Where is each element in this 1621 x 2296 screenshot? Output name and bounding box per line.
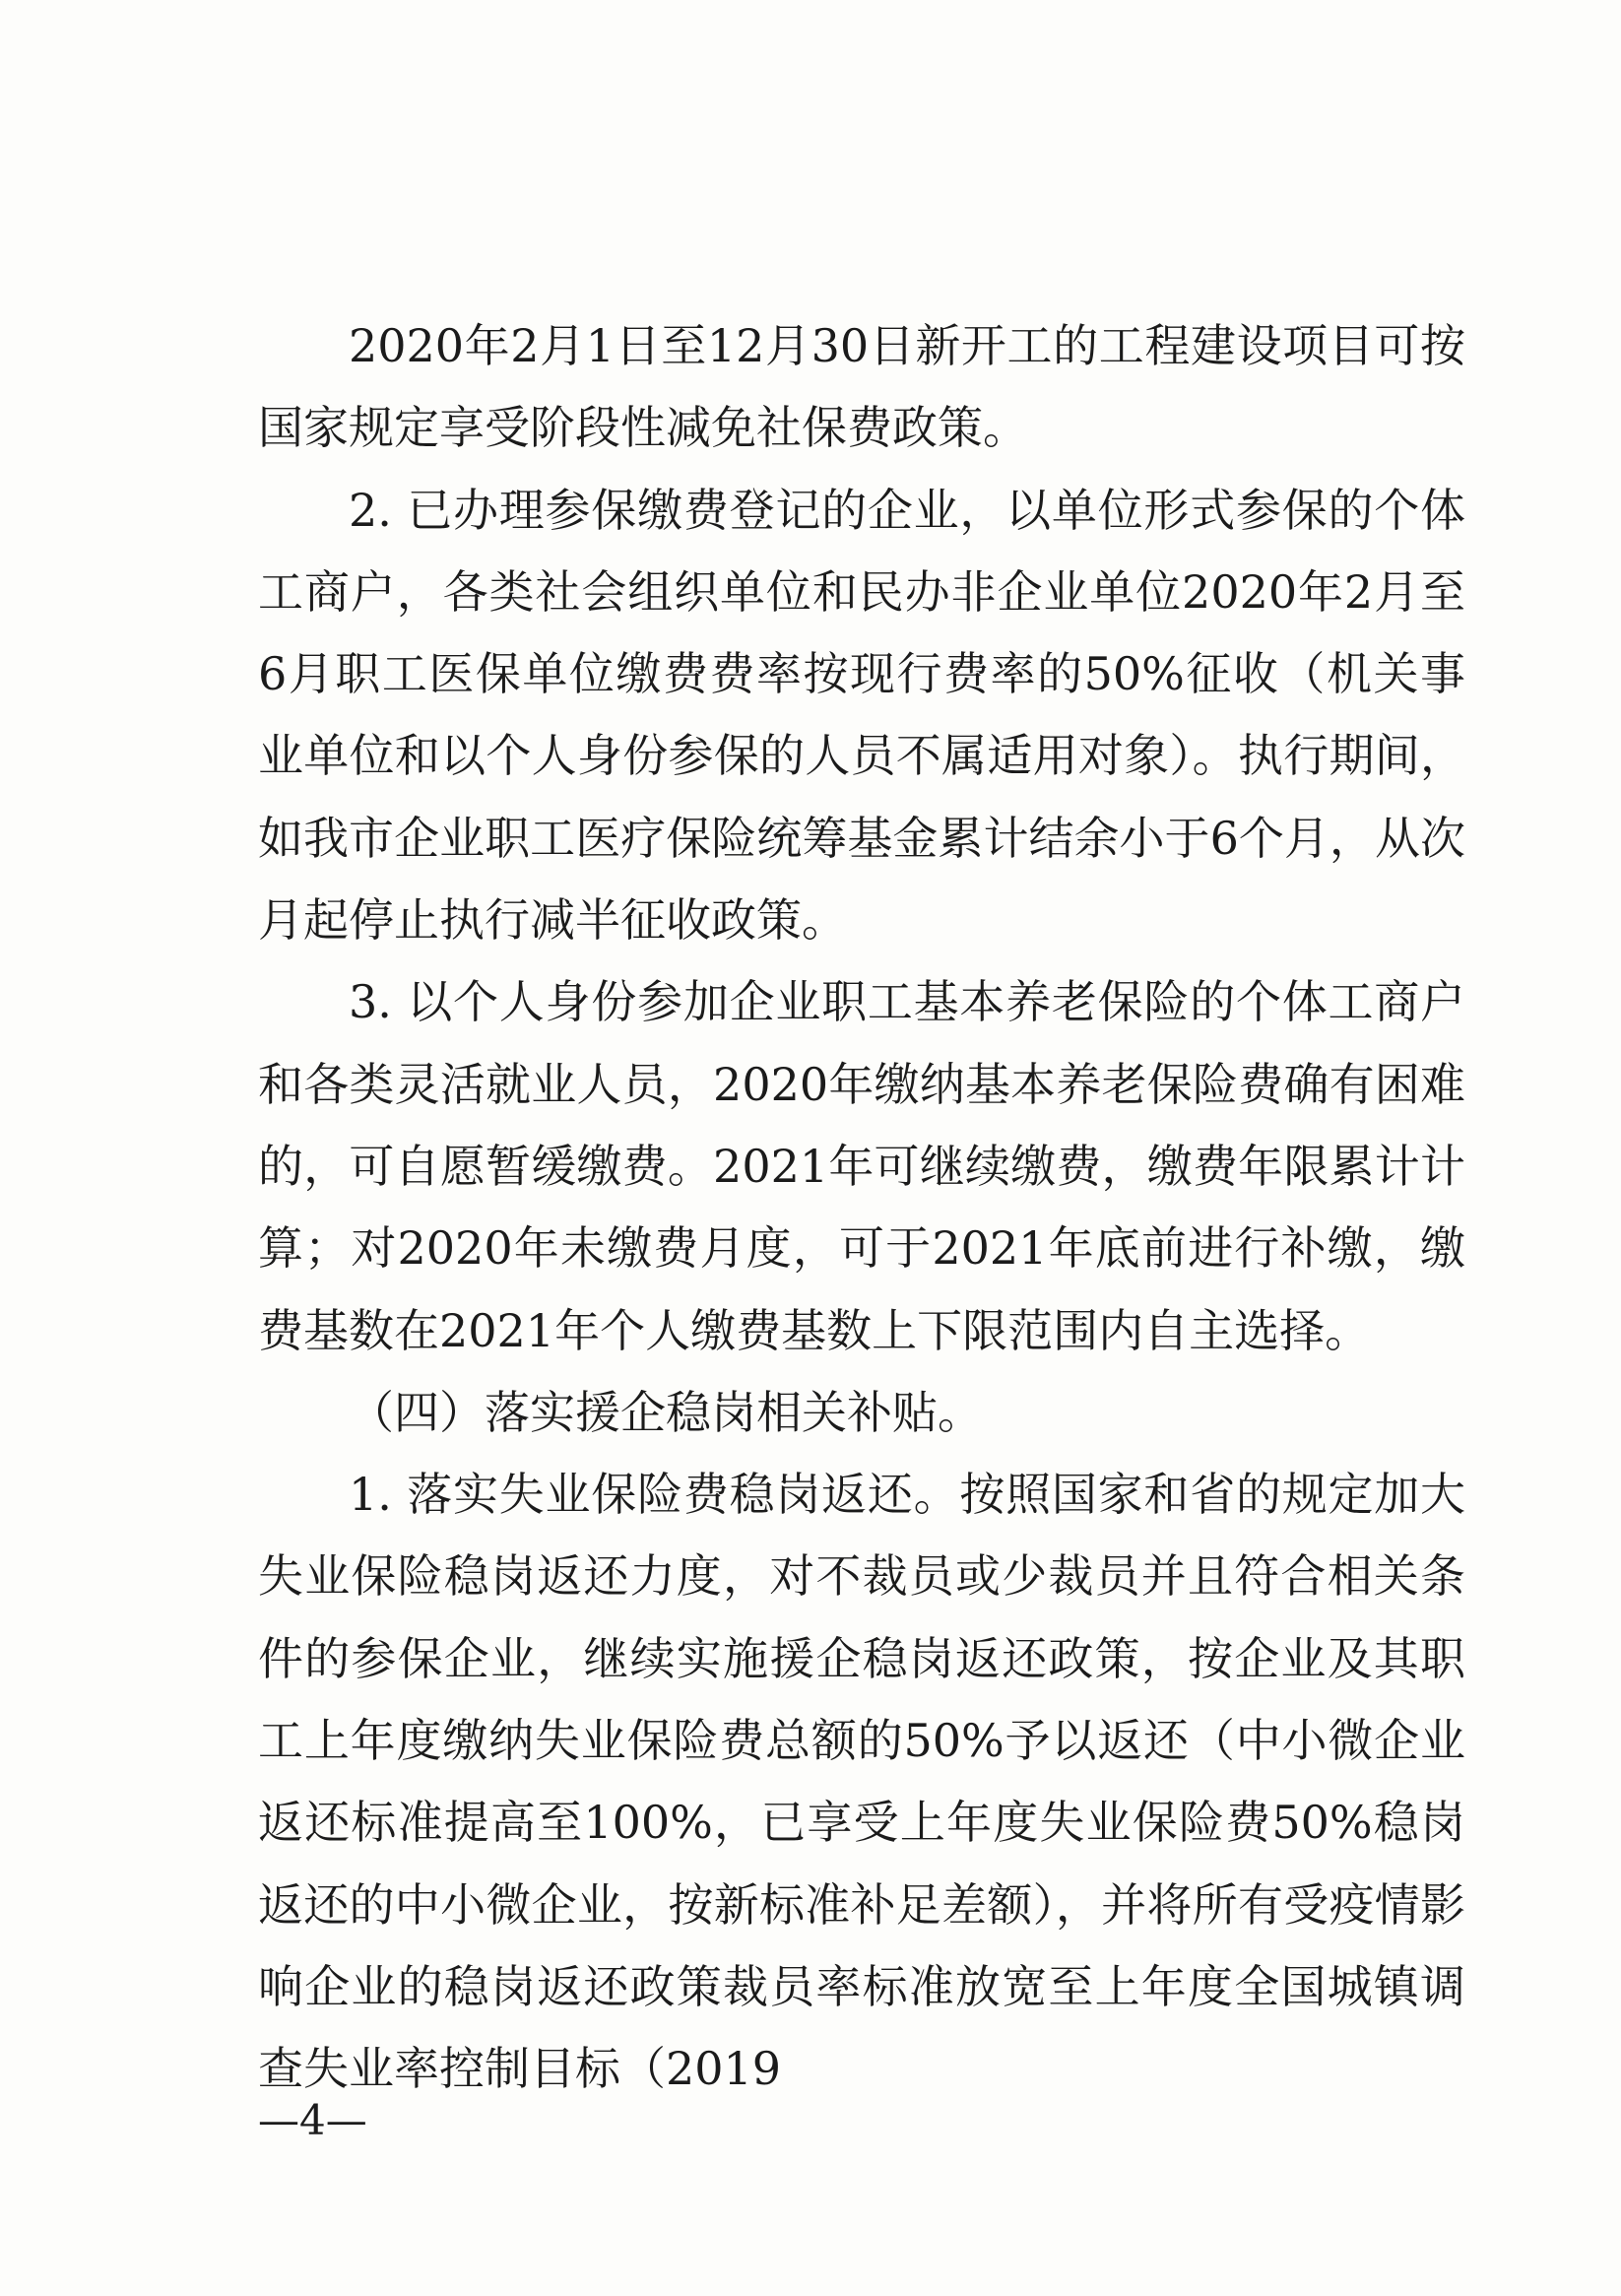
- paragraph-project-exemption: 2020年2月1日至12月30日新开工的工程建设项目可按国家规定享受阶段性减免社保费政策。: [258, 319, 1465, 455]
- paragraph-medical-insurance: 2. 已办理参保缴费登记的企业，以单位形式参保的个体工商户，各类社会组织单位和民办非企业单位2020年2月至6月职工医保单位缴费费率按现行费率的50%征收（机关事业单位和以个人身份参保的人员不属适用对象）。执行期间，如我市企业职工医疗保险统筹基金累计结余小于6个月，从次月起停止执行减半征收政策。: [258, 483, 1465, 948]
- page-number: —4—: [258, 2096, 367, 2144]
- body-text: [258, 305, 1465, 2111]
- paragraph-unemployment-refund: 1. 落实失业保险费稳岗返还。按照国家和省的规定加大失业保险稳岗返还力度，对不裁员或少裁员并且符合相关条件的参保企业，继续实施援企稳岗返还政策，按企业及其职工上年度缴纳失业保险费总额的50%予以返还（中小微企业返还标准提高至100%，已享受上年度失业保险费50%稳岗返还的中小微企业，按新标准补足差额），并将所有受疫情影响企业的稳岗返还政策裁员率标准放宽至上年度全国城镇调查失业率控制目标（2019: [258, 1468, 1465, 2096]
- section-heading-subsidies: （四）落实援企稳岗相关补贴。: [349, 1385, 983, 1439]
- paragraph-pension-deferral: 3. 以个人身份参加企业职工基本养老保险的个体工商户和各类灵活就业人员，2020年缴纳基本养老保险费确有困难的，可自愿暂缓缴费。2021年可继续缴费，缴费年限累计计算；对2020年未缴费月度，可于2021年底前进行补缴，缴费基数在2021年个人缴费基数上下限范围内自主选择。: [258, 975, 1465, 1357]
